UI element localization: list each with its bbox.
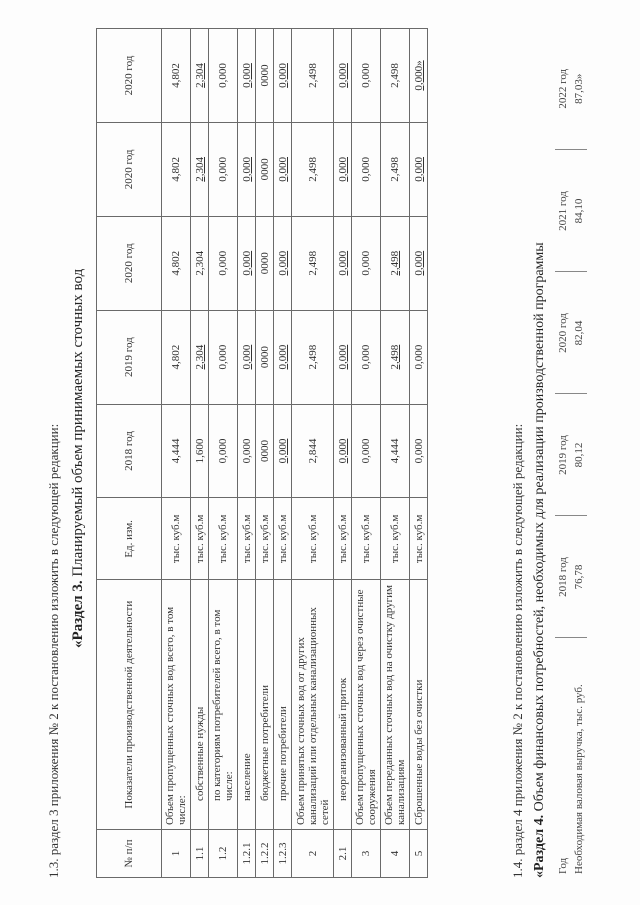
- table-row: [162, 28, 191, 877]
- row-value: 0,000: [410, 310, 428, 404]
- row-value: 0,000: [209, 122, 238, 216]
- row-name: по категориям потребителей всего, в том числе:: [209, 579, 238, 829]
- row-value: 0,000: [238, 404, 256, 498]
- row-num: 1.2.1: [238, 829, 256, 877]
- revenue-cell: 84,10: [571, 150, 587, 272]
- row-unit: тыс. куб.м: [256, 497, 274, 579]
- row-num: 1.2.3: [274, 829, 292, 877]
- row-value: 2,304: [191, 216, 209, 310]
- row-value: 0,000: [209, 310, 238, 404]
- row-num: 1.2: [209, 829, 238, 877]
- row-value: 0000: [256, 28, 274, 122]
- row-name: Сброшенные воды без очистки: [410, 579, 428, 829]
- row-value: 2,304: [191, 122, 209, 216]
- row-unit: тыс. куб.м: [274, 497, 292, 579]
- section4-title-rest: Объем финансовых потребностей, необходимых для реализации производственной программы: [532, 241, 547, 815]
- header-year: 2020 год: [97, 216, 162, 310]
- table-row: [410, 28, 428, 877]
- row-value: 0,000: [352, 216, 381, 310]
- table-row: [209, 28, 238, 877]
- section4-table: [555, 28, 587, 878]
- row-value: 0,000: [209, 404, 238, 498]
- row-value: 2,498: [381, 310, 410, 404]
- year-cell: 2018 год: [555, 516, 571, 638]
- row-num: 2: [292, 829, 334, 877]
- header-unit: Ед. изм.: [97, 497, 162, 579]
- section3-title-bold: «Раздел 3.: [70, 579, 86, 648]
- row-value: 0000: [256, 310, 274, 404]
- section3-header-row: [97, 28, 162, 877]
- row-value: 2,498: [292, 310, 334, 404]
- row-value: 0,000: [274, 310, 292, 404]
- year-label: Год: [557, 857, 569, 874]
- row-name: собственные нужды: [191, 579, 209, 829]
- year-cell: 2021 год: [555, 150, 571, 272]
- row-value: 0,000: [238, 310, 256, 404]
- row-name: население: [238, 579, 256, 829]
- row-value: 0,000: [238, 122, 256, 216]
- table-row: [352, 28, 381, 877]
- row-value: 0,000: [334, 310, 352, 404]
- row-value: 2,498: [292, 28, 334, 122]
- row-num: 1: [162, 829, 191, 877]
- row-value: 2,498: [381, 28, 410, 122]
- row-value: 0,000: [352, 404, 381, 498]
- row-name: Объем переданных сточных вод на очистку другим канализациям: [381, 579, 410, 829]
- row-value: 0,000: [410, 404, 428, 498]
- header-year: 2018 год: [97, 404, 162, 498]
- revenue-cell: 76,78: [571, 516, 587, 638]
- header-year: 2020 год: [97, 122, 162, 216]
- row-value: 0,000: [352, 122, 381, 216]
- row-num: 1.1: [191, 829, 209, 877]
- intro-line: 1.3. раздел 3 приложения № 2 к постановлению изложить в следующей редакции:: [46, 423, 61, 878]
- row-value: 0,000: [334, 216, 352, 310]
- table-row: [274, 28, 292, 877]
- section3-title-rest: Планируемый объем принимаемых сточных вод: [70, 268, 86, 580]
- row-num: 1.2.2: [256, 829, 274, 877]
- year-cell: 2022 год: [555, 28, 571, 150]
- row-num: 5: [410, 829, 428, 877]
- row-unit: тыс. куб.м: [191, 497, 209, 579]
- row-num: 4: [381, 829, 410, 877]
- row-value: 4,802: [162, 122, 191, 216]
- revenue-cell: 82,04: [571, 272, 587, 394]
- table-row: [381, 28, 410, 877]
- table-row: [292, 28, 334, 877]
- row-unit: тыс. куб.м: [162, 497, 191, 579]
- section4-title: [532, 242, 548, 878]
- row-value: 4,802: [162, 310, 191, 404]
- row-value: 2,498: [292, 216, 334, 310]
- row-value: 0,000: [209, 216, 238, 310]
- section4-title-bold: «Раздел 4.: [532, 814, 547, 878]
- row-value: 0,000: [334, 404, 352, 498]
- row-value: 2,498: [292, 122, 334, 216]
- row-unit: тыс. куб.м: [292, 497, 334, 579]
- table-row: [334, 28, 352, 877]
- row-value: 0,000: [238, 216, 256, 310]
- header-num: № п/п: [97, 829, 162, 877]
- row-value: 0,000: [410, 216, 428, 310]
- row-num: 2.1: [334, 829, 352, 877]
- row-value: 0,000: [274, 28, 292, 122]
- section4-intro-line: 1.4. раздел 4 приложения № 2 к постановлению изложить в следующей редакции:: [510, 423, 525, 878]
- row-unit: тыс. куб.м: [381, 497, 410, 579]
- table-row: [238, 28, 256, 877]
- revenue-label: Необходимая валовая выручка, тыс. руб.: [573, 683, 585, 874]
- row-unit: тыс. куб.м: [352, 497, 381, 579]
- row-name: Объем пропущенных сточных вод через очистные сооружения: [352, 579, 381, 829]
- header-year: 2019 год: [97, 310, 162, 404]
- row-value: 4,802: [162, 28, 191, 122]
- row-unit: тыс. куб.м: [209, 497, 238, 579]
- row-value: 2,498: [381, 122, 410, 216]
- row-name: Объем принятых сточных вод от других канализаций или отдельных канализационных сетей: [292, 579, 334, 829]
- row-name: Объем пропущенных сточных вод всего, в том числе:: [162, 579, 191, 829]
- row-unit: тыс. куб.м: [334, 497, 352, 579]
- table-row: [191, 28, 209, 877]
- row-value: 0,000: [274, 216, 292, 310]
- row-value: 2,304: [191, 28, 209, 122]
- row-value: 2,304: [191, 310, 209, 404]
- row-value: 0,000: [410, 122, 428, 216]
- row-value: 0,000: [274, 122, 292, 216]
- year-cell: 2020 год: [555, 272, 571, 394]
- row-name: неорганизованный приток: [334, 579, 352, 829]
- row-value: 0,000: [352, 310, 381, 404]
- revenue-cell: 87,03»: [571, 28, 587, 150]
- row-num: 3: [352, 829, 381, 877]
- revenue-cell: 80,12: [571, 394, 587, 516]
- row-value: 4,444: [162, 404, 191, 498]
- section3-table: [96, 28, 428, 878]
- revenue-row: [571, 28, 587, 878]
- rotated-document: [40, 18, 600, 888]
- table-row: [256, 28, 274, 877]
- header-year: 2020 год: [97, 28, 162, 122]
- row-value: 4,802: [162, 216, 191, 310]
- row-value: 0000: [256, 122, 274, 216]
- row-unit: тыс. куб.м: [238, 497, 256, 579]
- row-value: 0,000: [334, 122, 352, 216]
- row-value: 0,000: [334, 28, 352, 122]
- row-value: 0000: [256, 404, 274, 498]
- row-value: 0,000: [238, 28, 256, 122]
- row-value: 4,444: [381, 404, 410, 498]
- row-value: 0,000»: [410, 28, 428, 122]
- row-value: 2,844: [292, 404, 334, 498]
- row-value: 0,000: [274, 404, 292, 498]
- row-value: 0,000: [352, 28, 381, 122]
- row-value: 2,498: [381, 216, 410, 310]
- row-unit: тыс. куб.м: [410, 497, 428, 579]
- row-name: бюджетные потребители: [256, 579, 274, 829]
- row-value: 1,600: [191, 404, 209, 498]
- section3-title: [70, 268, 87, 647]
- row-value: 0,000: [209, 28, 238, 122]
- header-indicator: Показатели производственной деятельности: [97, 579, 162, 829]
- row-name: прочие потребители: [274, 579, 292, 829]
- row-value: 0000: [256, 216, 274, 310]
- year-cell: 2019 год: [555, 394, 571, 516]
- year-row: [555, 28, 571, 878]
